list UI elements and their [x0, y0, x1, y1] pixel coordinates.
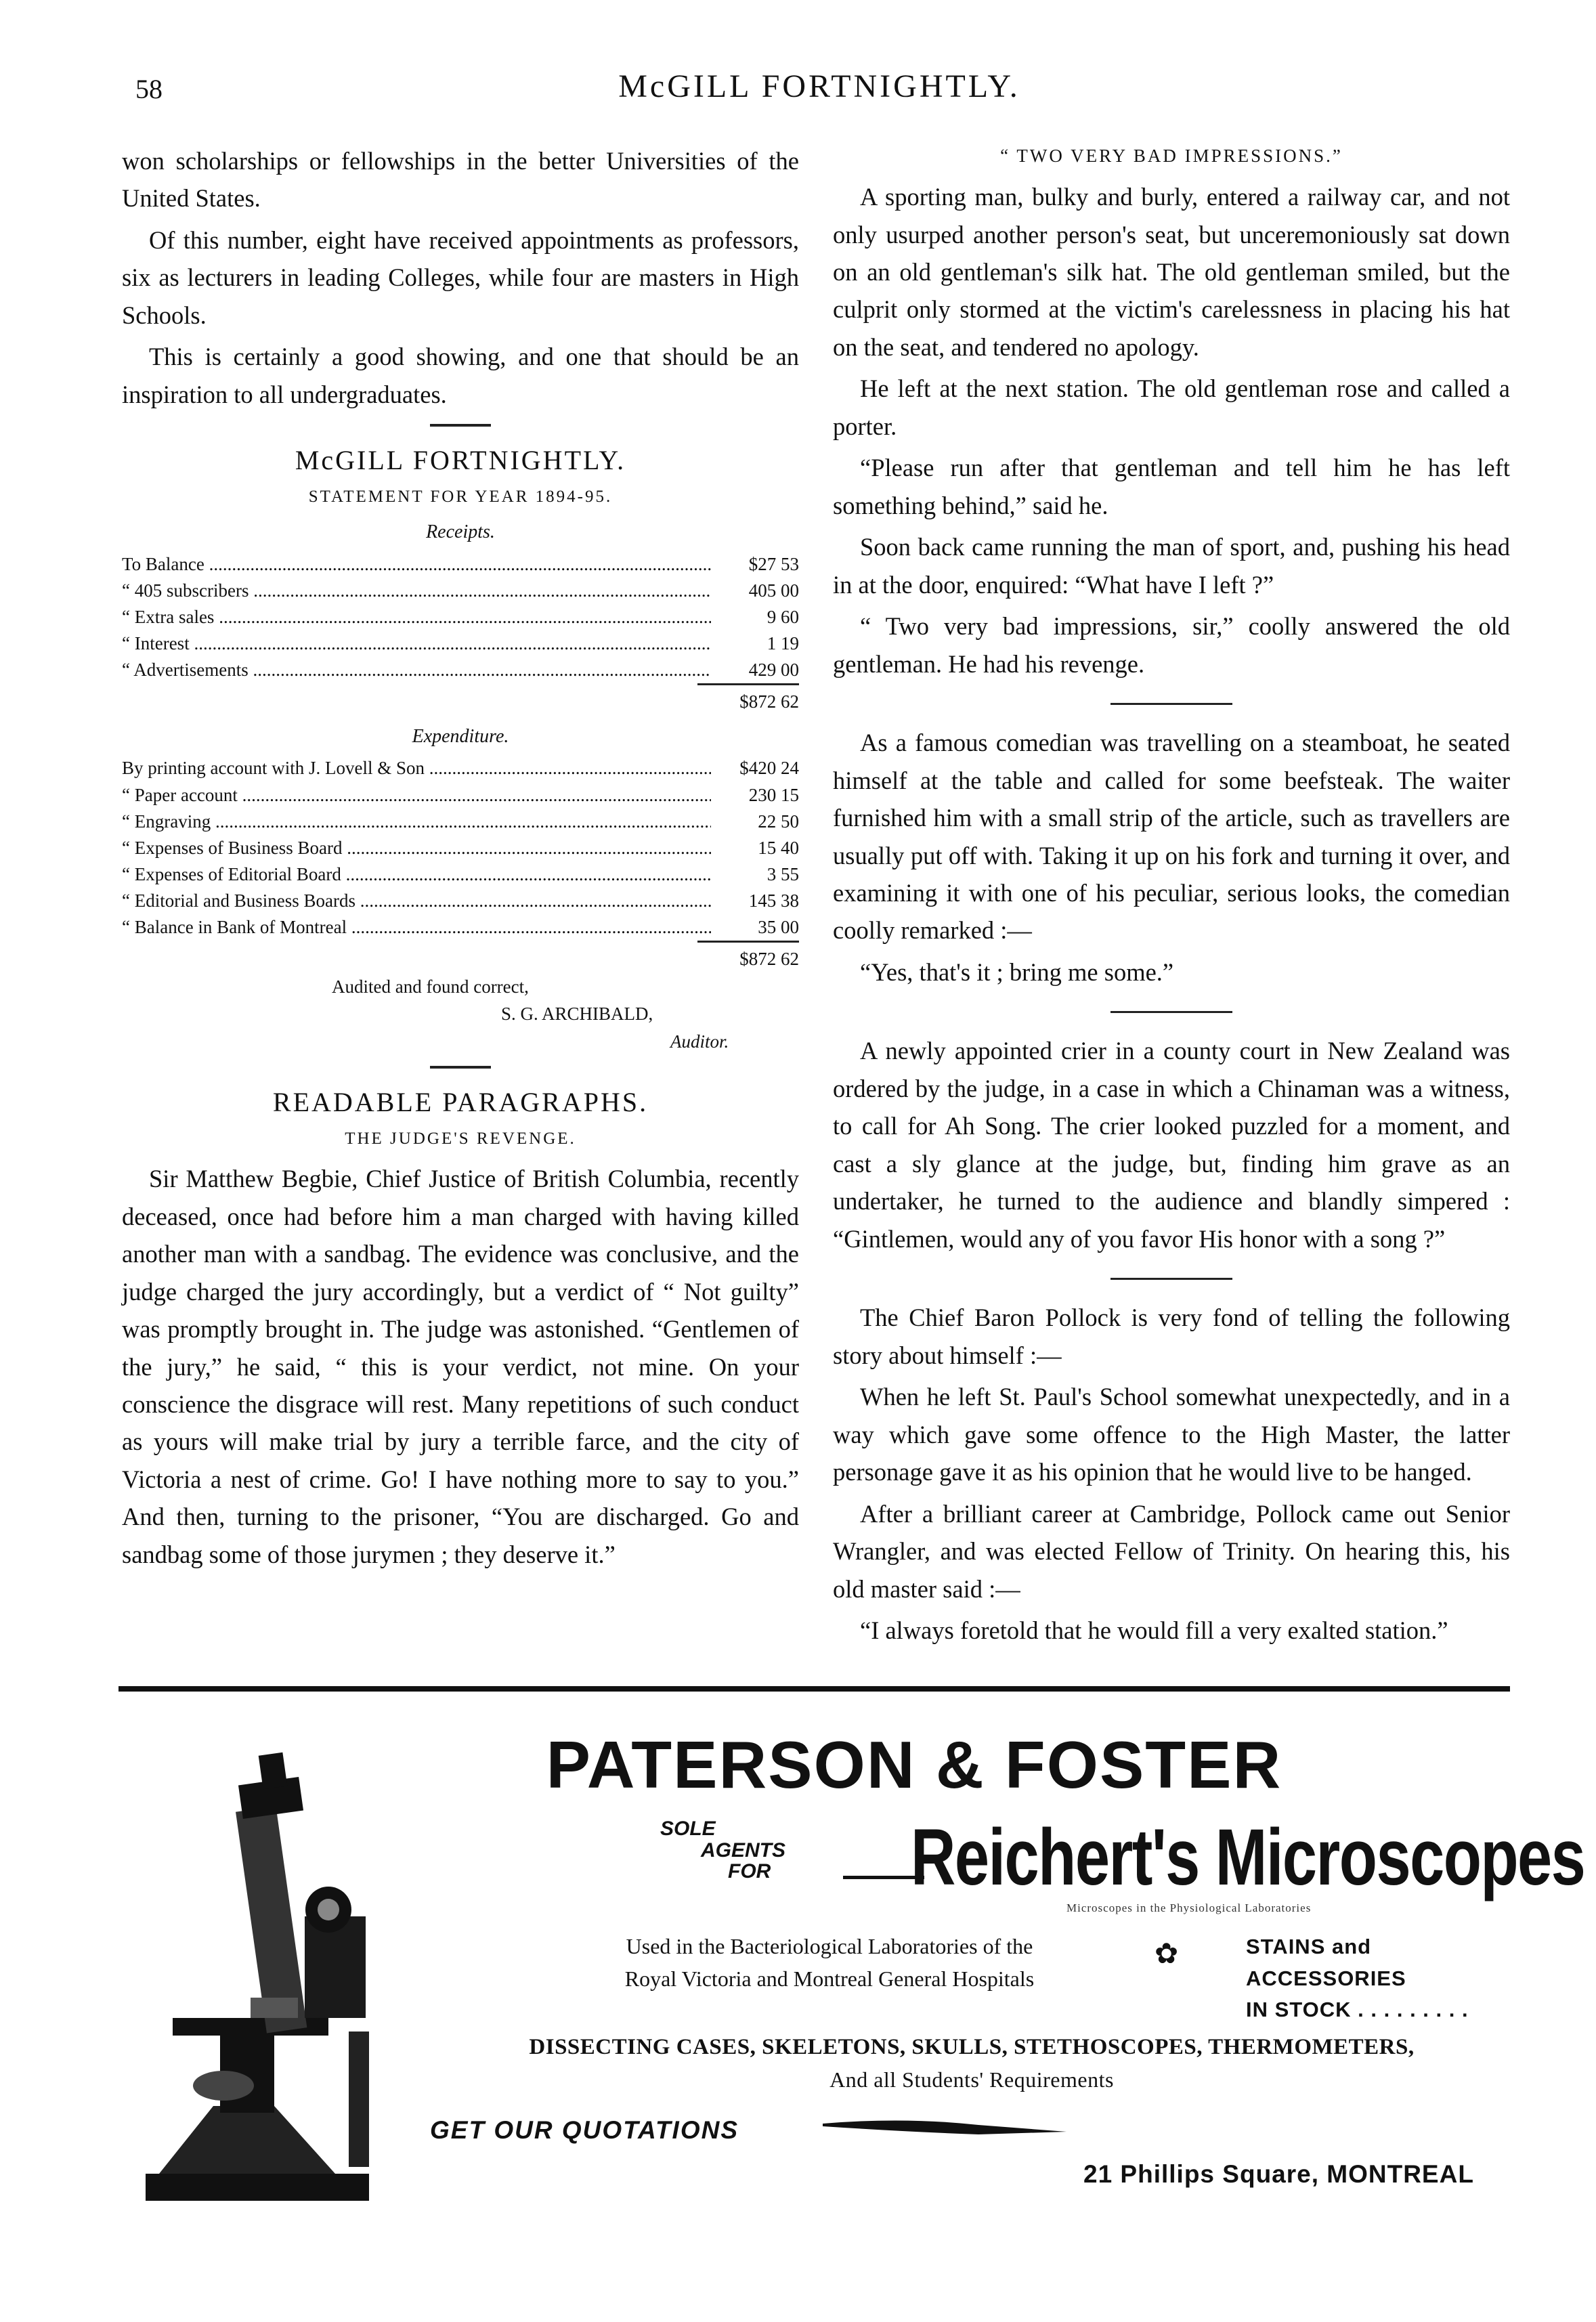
signature-line: Auditor. — [670, 1031, 729, 1052]
paragraph: Soon back came running the man of sport, and, pushing his head in at the door, enquired: “What have I left ?” — [833, 533, 1510, 599]
article-title: THE JUDGE'S REVENGE. — [345, 1130, 576, 1148]
left-column — [122, 142, 799, 1577]
section-divider — [430, 1066, 491, 1069]
ledger-amount: 145 38 — [748, 890, 799, 911]
statement-title: McGILL FORTNIGHTLY. — [295, 445, 626, 476]
section-title: READABLE PARAGRAPHS. — [272, 1087, 649, 1118]
stains-line: IN STOCK . . . . . . . . . — [1246, 1998, 1469, 2021]
ledger-label: “ Paper account ..... — [122, 782, 711, 809]
paragraph: won scholarships or fellowships in the better Universities of the United States. — [122, 147, 799, 213]
stains-note — [1246, 1931, 1510, 2026]
ledger-row — [122, 809, 799, 835]
brand-name: Reichert's Microscopes — [911, 1813, 1585, 1902]
ledger-row — [122, 861, 799, 888]
running-title: McGILL FORTNIGHTLY. — [618, 68, 1020, 104]
ledger-amount: 35 00 — [758, 917, 799, 938]
sole-word: SOLE — [660, 1818, 716, 1840]
readable-paragraphs-section — [122, 1082, 799, 1573]
ledger-label: “ Editorial and Business Boards ..... — [122, 888, 711, 914]
paragraph: A sporting man, bulky and burly, entered a railway car, and not only usurped another person's seat, but unceremoniously sat down on an old gentleman's silk hat. The old gentleman smiled, but the culprit only stormed at the victim's carelessness in placing his hat on the seat, and tendered no apology. — [833, 183, 1510, 361]
paragraph: “Please run after that gentleman and tell him he has left something behind,” said he. — [833, 454, 1510, 519]
section-divider — [1110, 703, 1232, 705]
right-column — [833, 142, 1510, 1653]
ledger-amount: 230 15 — [748, 784, 799, 805]
ledger-label: “ Advertisements ..... — [122, 657, 711, 683]
section-divider — [430, 424, 491, 427]
ledger-label: “ Engraving ..... — [122, 809, 711, 835]
page-header — [122, 68, 1517, 115]
paragraph: This is certainly a good showing, and one that should be an inspiration to all undergraduates. — [122, 343, 799, 408]
paragraph: Sir Matthew Begbie, Chief Justice of British Columbia, recently deceased, once had before him a man charged with having killed another man with a sandbag. The evidence was conclusive, and the judge charged the jury accordingly, but a verdict of “ Not guilty” was promptly brought in. The judge was astonished. “Gentlemen of the jury,” he said, “ this is your verdict, not mine. On your conscience the disgrace will rest. Many repetitions of such conduct as yours will make trial by jury a terrible farce, and the city of Victoria a nest of crime. Go! I have nothing more to say to you.” And then, turning to the prisoner, “You are discharged. Go and sandbag some of those jurymen ; they deserve it.” — [122, 1165, 799, 1568]
receipts-total — [122, 683, 799, 716]
for-word: FOR — [728, 1860, 771, 1883]
ledger-amount: 22 50 — [758, 811, 799, 832]
ledger-row — [122, 578, 799, 604]
quotations-callout: GET OUR QUOTATIONS — [430, 2116, 739, 2144]
ledger-amount: 1 19 — [767, 633, 799, 654]
ledger-label: “ Expenses of Editorial Board ..... — [122, 861, 711, 888]
ledger-label: By printing account with J. Lovell & Son ..... — [122, 755, 711, 781]
hospitals-line: Used in the Bacteriological Laboratories of the — [626, 1934, 1033, 1958]
agents-word: AGENTS — [701, 1839, 786, 1862]
paragraph: He left at the next station. The old gentleman rose and called a porter. — [833, 374, 1510, 440]
hospitals-note — [538, 1930, 1121, 1995]
ledger-row — [122, 914, 799, 941]
paragraph: After a brilliant career at Cambridge, Pollock came out Senior Wrangler, and was elected Fellow of Trinity. On hearing this, his old master said :— — [833, 1499, 1510, 1603]
address: 21 Phillips Square, MONTREAL — [1083, 2160, 1474, 2188]
requirements-line: And all Students' Requirements — [829, 2067, 1114, 2092]
sole-agents-label — [660, 1818, 836, 1883]
ledger-label: “ 405 subscribers ..... — [122, 578, 711, 604]
ledger-amount: $27 53 — [748, 553, 799, 574]
paragraph: When he left St. Paul's School somewhat unexpectedly, and in a way which gave some offence to the High Master, the latter personage gave it as his opinion that he would live to be hanged. — [833, 1383, 1510, 1486]
paragraph: Of this number, eight have received appointments as professors, six as lecturers in leading Colleges, while four are masters in High Schools. — [122, 225, 799, 329]
expenditure-total — [122, 941, 799, 973]
ledger-amount: 405 00 — [748, 580, 799, 601]
section-divider — [1110, 1278, 1232, 1280]
ad-top-rule — [118, 1686, 1510, 1692]
stains-line: STAINS and ACCESSORIES — [1246, 1935, 1406, 1990]
ledger-label: “ Interest ..... — [122, 630, 711, 657]
ledger-row — [122, 657, 799, 683]
ledger-amount: 3 55 — [767, 863, 799, 884]
paragraph: As a famous comedian was travelling on a steamboat, he seated himself at the table and called for some beefsteak. The waiter furnished him with a small strip of the article, such as travellers are usually put off with. Taking it up on his fork and turning it over, and examining it with one of his peculiar, serious looks, the comedian coolly remarked :— — [833, 729, 1510, 945]
ledger-row — [122, 888, 799, 914]
statement-subtitle: STATEMENT FOR YEAR 1894-95. — [308, 488, 613, 507]
ledger-row — [122, 782, 799, 809]
section-divider — [1110, 1011, 1232, 1013]
auditor-signature — [122, 973, 799, 1056]
ledger-row — [122, 604, 799, 630]
expenditure-heading: Expenditure. — [412, 725, 509, 747]
ledger-amount: 429 00 — [748, 660, 799, 681]
products-list — [457, 2031, 1486, 2095]
signature-line: S. G. ARCHIBALD, — [501, 1004, 653, 1025]
hospitals-line: Royal Victoria and Montreal General Hospitals — [624, 1966, 1035, 1991]
article-title: “ TWO VERY BAD IMPRESSIONS.” — [1000, 146, 1343, 166]
receipts-heading: Receipts. — [426, 521, 495, 543]
products-line: DISSECTING CASES, SKELETONS, SKULLS, STETHOSCOPES, THERMOMETERS, — [529, 2035, 1415, 2059]
ledger-row — [122, 551, 799, 578]
ledger-label: “ Expenses of Business Board ..... — [122, 835, 711, 861]
paragraph: “Yes, that's it ; bring me some.” — [860, 958, 1174, 986]
page-number: 58 — [135, 74, 163, 104]
paragraph: “I always foretold that he would fill a very exalted station.” — [860, 1616, 1448, 1644]
total-amount: $872 62 — [697, 941, 799, 973]
pointing-arrow-icon — [823, 2111, 1066, 2138]
ledger-row — [122, 755, 799, 781]
flower-ornament-icon: ✿ — [1155, 1939, 1179, 1970]
ledger-label: “ Extra sales ..... — [122, 604, 711, 630]
ledger-label: “ Balance in Bank of Montreal ..... — [122, 914, 711, 941]
brand-subline: Microscopes in the Physiological Laboratories — [1066, 1901, 1312, 1914]
paragraph: “ Two very bad impressions, sir,” coolly answered the old gentleman. He had his revenge. — [833, 612, 1510, 678]
ledger-amount: $420 24 — [739, 758, 799, 779]
ledger-amount: 15 40 — [758, 837, 799, 858]
signature-line: Audited and found correct, — [332, 976, 529, 997]
ledger-row — [122, 835, 799, 861]
firm-name: PATERSON & FOSTER — [546, 1727, 1282, 1802]
microscope-illustration — [132, 1740, 430, 2214]
ledger-label: To Balance ..... — [122, 551, 711, 578]
total-amount: $872 62 — [697, 683, 799, 716]
ledger-amount: 9 60 — [767, 606, 799, 627]
paragraph: The Chief Baron Pollock is very fond of telling the following story about himself :— — [833, 1304, 1510, 1369]
financial-statement — [122, 440, 799, 1055]
paragraph: A newly appointed crier in a county court in New Zealand was ordered by the judge, in a case in which a Chinaman was a witness, to call for Ah Song. The crier looked puzzled for a moment, and cast a sly glance at the judge, but, finding him grave as an undertaker, he turned to the audience and blandly simpered : “Gintlemen, would any of you favor His honor with a song ?” — [833, 1037, 1510, 1253]
advertisement — [118, 1686, 1585, 2241]
ledger-row — [122, 630, 799, 657]
